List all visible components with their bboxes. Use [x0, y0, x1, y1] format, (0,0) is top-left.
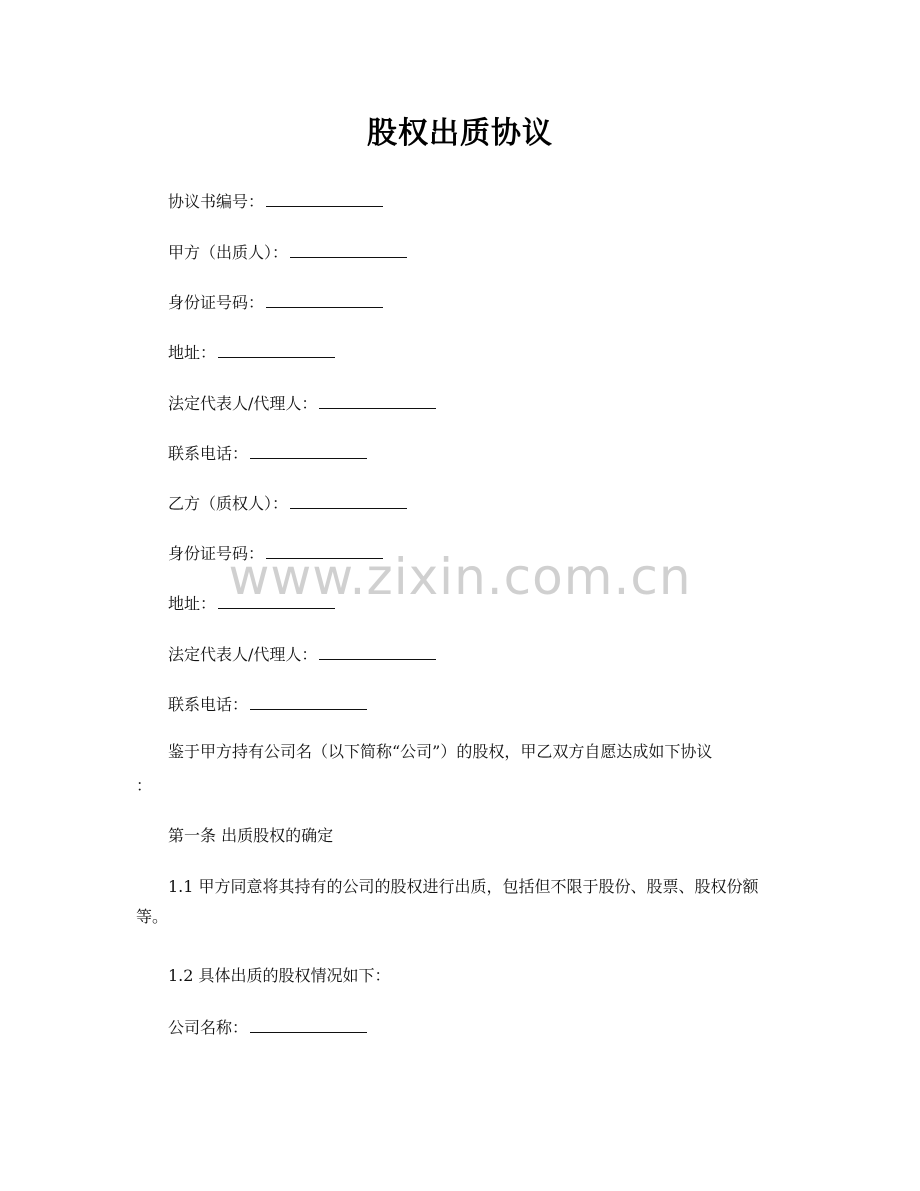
field-company-name — [168, 1016, 367, 1038]
field-party-b — [168, 492, 407, 514]
field-label: 联系电话： — [168, 444, 249, 463]
blank-line — [250, 442, 367, 459]
field-label: 联系电话： — [168, 695, 249, 714]
field-label: 法定代表人/代理人： — [168, 394, 318, 413]
blank-line — [218, 341, 335, 358]
blank-line — [266, 190, 383, 207]
blank-line — [290, 492, 407, 509]
field-party-a — [168, 241, 407, 263]
clause-1-1: 1.1 甲方同意将其持有的公司的股权进行出质，包括但不限于股份、股票、股权份额等。 — [136, 877, 759, 926]
field-label: 身份证号码： — [168, 544, 265, 563]
field-party-b-phone — [168, 693, 367, 715]
field-label: 地址： — [168, 594, 217, 613]
document-title: 股权出质协议 — [367, 116, 553, 151]
field-label: 协议书编号： — [168, 192, 265, 211]
watermark: www.zixin.com.cn — [228, 548, 692, 606]
preamble-tail: ： — [136, 776, 153, 795]
field-label: 法定代表人/代理人： — [168, 645, 318, 664]
preamble-paragraph: 鉴于甲方持有公司名（以下简称“公司”）的股权，甲乙双方自愿达成如下协议 — [168, 742, 713, 761]
blank-line — [319, 392, 436, 409]
clause-1-2: 1.2 具体出质的股权情况如下： — [168, 966, 391, 985]
field-label: 公司名称： — [168, 1018, 249, 1037]
blank-line — [250, 693, 367, 710]
field-party-a-representative — [168, 392, 436, 414]
field-label: 地址： — [168, 343, 217, 362]
blank-line — [290, 241, 407, 258]
blank-line — [319, 643, 436, 660]
field-label: 身份证号码： — [168, 293, 265, 312]
blank-line — [250, 1016, 367, 1033]
field-party-a-address — [168, 341, 335, 363]
field-agreement-number — [168, 190, 383, 212]
field-party-a-id — [168, 291, 383, 313]
field-party-a-phone — [168, 442, 367, 464]
blank-line — [266, 291, 383, 308]
field-label: 乙方（质权人）： — [168, 494, 289, 513]
field-label: 甲方（出质人）： — [168, 243, 289, 262]
article-1-heading: 第一条 出质股权的确定 — [168, 826, 334, 845]
field-party-b-representative — [168, 643, 436, 665]
